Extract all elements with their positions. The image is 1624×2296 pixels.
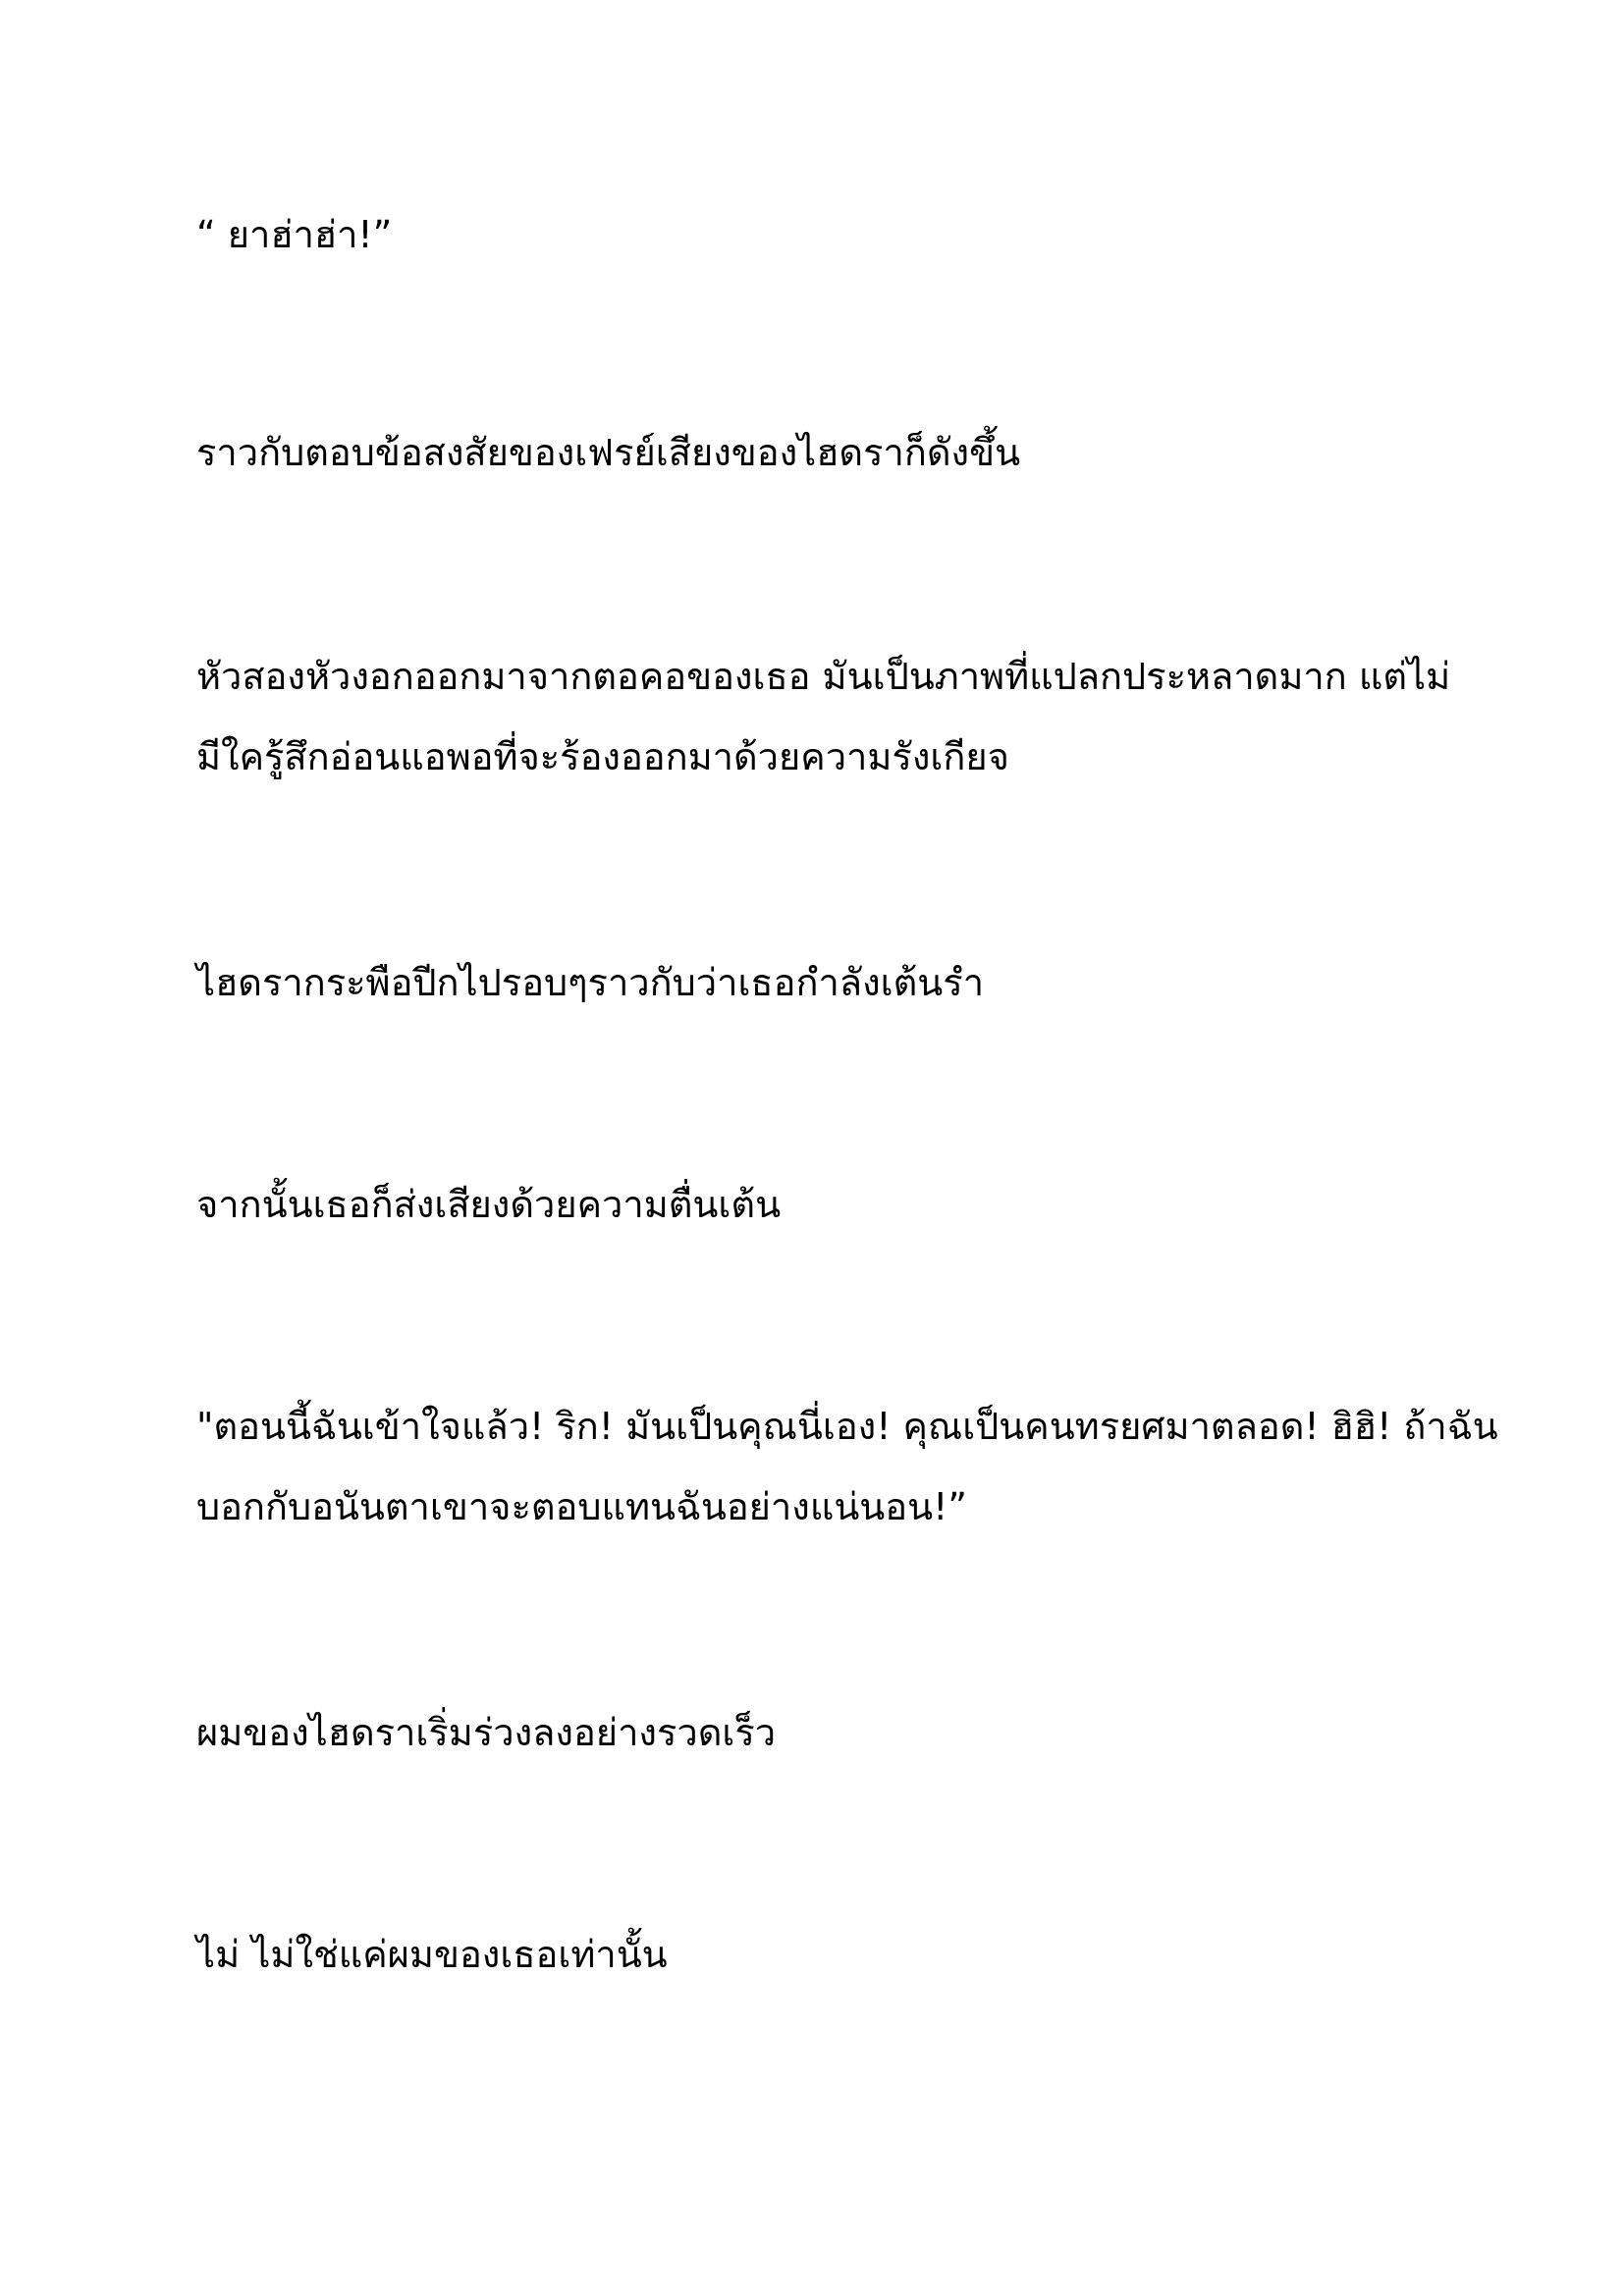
text-line: มีใครู้สึกอ่อนแอพอที่จะร้องออกมาด้วยความรังเกียจ xyxy=(196,735,1009,778)
paragraph-dialogue xyxy=(196,1386,1498,1547)
paragraph-hydra-voice xyxy=(196,412,1434,493)
text-line: “ ยาฮ่าฮ่า!” xyxy=(196,213,393,256)
text-line: ไฮดรากระพือปีกไปรอบๆราวกับว่าเธอกำลังเต้นรำ xyxy=(196,961,985,1004)
text-line: จากนั้นเธอก็ส่งเสียงด้วยความตื่นเต้น xyxy=(196,1183,782,1226)
text-line: ไม่ ไม่ใช่แค่ผมของเธอเท่านั้น xyxy=(196,1933,668,1976)
paragraph-wings xyxy=(196,942,1434,1023)
text-line: ราวกับตอบข้อสงสัยของเฟรย์เสียงของไฮดราก็ดังขึ้น xyxy=(196,431,1021,474)
paragraph-laugh xyxy=(196,194,1434,275)
text-line: หัวสองหัวงอกออกมาจากตอคอของเธอ มันเป็นภาพที่แปลกประหลาดมาก แต่ไม่ xyxy=(196,655,1451,698)
paragraph-two-heads xyxy=(196,636,1451,797)
text-line: ผมของไฮดราเริ่มร่วงลงอย่างรวดเร็ว xyxy=(196,1711,777,1754)
paragraph-not-only-hair xyxy=(196,1914,1434,1995)
text-line: "ตอนนี้ฉันเข้าใจแล้ว! ริก! มันเป็นคุณนี่เอง! คุณเป็นคนทรยศมาตลอด! ฮิฮิ! ถ้าฉัน xyxy=(196,1405,1498,1448)
text-line: บอกกับอนันตาเขาจะตอบแทนฉันอย่างแน่นอน!” xyxy=(196,1485,967,1528)
paragraph-excited xyxy=(196,1164,1434,1245)
paragraph-hair-falling xyxy=(196,1692,1434,1773)
